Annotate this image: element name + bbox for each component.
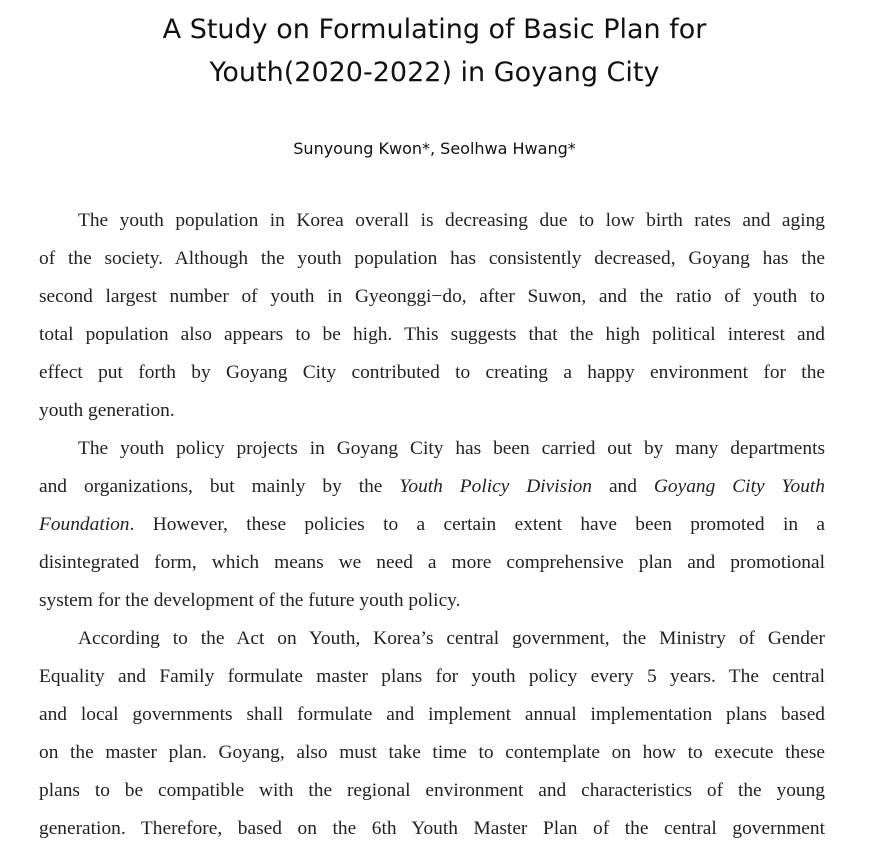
paragraph-2-line-1: The youth policy projects in Goyang City has been carried out by many departments xyxy=(78,438,825,459)
paragraph-3-line-3: and local governments shall formulate and implement annual implementation plans based xyxy=(39,704,825,725)
title-line-2: Youth(2020-2022) in Goyang City xyxy=(209,57,660,88)
italic-term-foundation: Foundation xyxy=(39,514,130,535)
paragraph-1-line-1: The youth population in Korea overall is decreasing due to low birth rates and aging xyxy=(78,210,825,231)
title-line-1: A Study on Formulating of Basic Plan for xyxy=(162,14,707,45)
paragraph-1-line-5: effect put forth by Goyang City contributed to creating a happy environment for the xyxy=(39,362,825,383)
text-run: and xyxy=(592,476,654,497)
paragraph-2-line-5: system for the development of the future youth policy. xyxy=(39,590,461,611)
paragraph-3-line-6: generation. Therefore, based on the 6th Youth Master Plan of the central government xyxy=(39,818,825,839)
abstract-body xyxy=(39,202,825,848)
paragraph-2-line-2 xyxy=(39,468,825,506)
paragraph-1-line-2: of the society. Although the youth population has consistently decreased, Goyang has the xyxy=(39,248,825,269)
paragraph-1-line-4: total population also appears to be high. This suggests that the high political interest and xyxy=(39,324,825,345)
italic-term-youth-policy-division: Youth Policy Division xyxy=(399,476,592,497)
paragraph-3-line-2: Equality and Family formulate master plans for youth policy every 5 years. The central xyxy=(39,666,825,687)
paper-title xyxy=(0,8,869,94)
paragraph-2-line-4: disintegrated form, which means we need a more comprehensive plan and promotional xyxy=(39,552,825,573)
author-list: Sunyoung Kwon*, Seolhwa Hwang* xyxy=(293,139,576,158)
italic-term-goyang-city-youth: Goyang City Youth xyxy=(653,476,825,497)
text-run: . However, these policies to a certain extent have been promoted in a xyxy=(129,514,825,535)
text-run: and organizations, but mainly by the xyxy=(39,476,400,497)
paragraph-3-line-5: plans to be compatible with the regional environment and characteristics of the young xyxy=(39,780,825,801)
paragraph-2-line-3 xyxy=(39,506,825,544)
paragraph-1-line-3: second largest number of youth in Gyeonggi−do, after Suwon, and the ratio of youth to xyxy=(39,286,825,307)
paragraph-3-line-4: on the master plan. Goyang, also must take time to contemplate on how to execute these xyxy=(39,742,825,763)
paragraph-1-line-6: youth generation. xyxy=(39,400,175,421)
paragraph-3-line-1: According to the Act on Youth, Korea’s central government, the Ministry of Gender xyxy=(78,628,825,649)
